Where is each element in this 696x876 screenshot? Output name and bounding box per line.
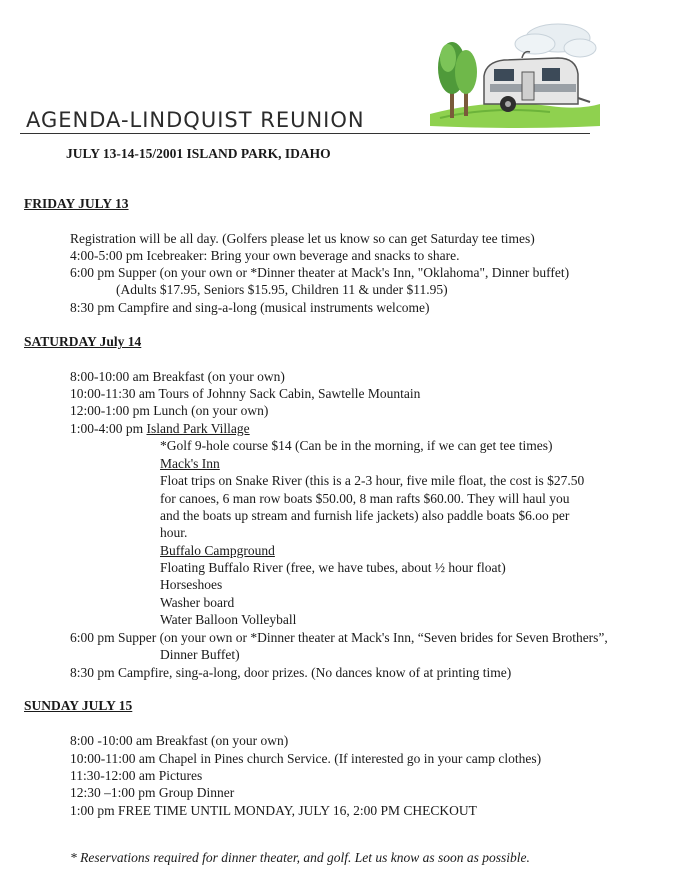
sunday-line: 12:30 –1:00 pm Group Dinner	[70, 785, 235, 800]
saturday-line: Horseshoes	[160, 577, 223, 592]
page-title: AGENDA-LINDQUIST REUNION	[26, 108, 365, 132]
sunday-line: 1:00 pm FREE TIME UNTIL MONDAY, JULY 16, 2:00 PM CHECKOUT	[70, 803, 477, 818]
saturday-line: 10:00-11:30 am Tours of Johnny Sack Cabin, Sawtelle Mountain	[70, 386, 421, 401]
friday-line: 6:00 pm Supper (on your own or *Dinner theater at Mack's Inn, "Oklahoma", Dinner buffet)	[70, 265, 570, 280]
island-park-village-link: Island Park Village	[146, 421, 250, 436]
saturday-line: *Golf 9-hole course $14 (Can be in the morning, if we can get tee times)	[160, 438, 553, 453]
buffalo-campground-subheading: Buffalo Campground	[160, 543, 275, 558]
friday-heading: FRIDAY JULY 13	[24, 196, 129, 211]
reservation-footnote: * Reservations required for dinner theater, and golf. Let us know as soon as possible.	[70, 849, 530, 865]
sunday-heading: SUNDAY JULY 15	[24, 698, 133, 713]
sunday-line: 8:00 -10:00 am Breakfast (on your own)	[70, 733, 289, 748]
saturday-line: Dinner Buffet)	[160, 647, 240, 662]
sunday-line: 11:30-12:00 am Pictures	[70, 768, 203, 783]
saturday-line: Water Balloon Volleyball	[160, 612, 297, 627]
saturday-line: for canoes, 6 man row boats $50.00, 8 man rafts $60.00. They will haul you	[160, 491, 570, 506]
saturday-line: 8:30 pm Campfire, sing-a-long, door prizes. (No dances know of at printing time)	[70, 665, 512, 680]
saturday-line: hour.	[160, 525, 188, 540]
saturday-line: 8:00-10:00 am Breakfast (on your own)	[70, 369, 285, 384]
time-label: 1:00-4:00 pm	[70, 421, 147, 436]
sunday-line: 10:00-11:00 am Chapel in Pines church Service. (If interested go in your camp clothes)	[70, 751, 542, 766]
saturday-line: Float trips on Snake River (this is a 2-3 hour, five mile float, the cost is $27.50	[160, 473, 585, 488]
friday-line: Registration will be all day. (Golfers please let us know so can get Saturday tee times)	[70, 231, 535, 246]
event-dates: JULY 13-14-15/2001 ISLAND PARK, IDAHO	[66, 146, 331, 161]
camper-trailer-illustration	[430, 14, 600, 132]
saturday-heading: SATURDAY July 14	[24, 334, 142, 349]
saturday-line	[70, 420, 250, 437]
friday-line: 4:00-5:00 pm Icebreaker: Bring your own beverage and snacks to share.	[70, 248, 460, 263]
friday-line: 8:30 pm Campfire and sing-a-long (musical instruments welcome)	[70, 300, 430, 315]
saturday-line: and the boats up stream and furnish life jackets) also paddle boats $6.oo per	[160, 508, 570, 523]
saturday-line: Washer board	[160, 595, 235, 610]
friday-line: (Adults $17.95, Seniors $15.95, Children 11 & under $11.95)	[116, 282, 448, 297]
title-underline	[20, 133, 590, 134]
saturday-line: Floating Buffalo River (free, we have tubes, about ½ hour float)	[160, 560, 506, 575]
saturday-line: 6:00 pm Supper (on your own or *Dinner theater at Mack's Inn, “Seven brides for Seven Brothers”,	[70, 630, 608, 645]
saturday-line: 12:00-1:00 pm Lunch (on your own)	[70, 403, 269, 418]
macks-inn-subheading: Mack's Inn	[160, 456, 220, 471]
